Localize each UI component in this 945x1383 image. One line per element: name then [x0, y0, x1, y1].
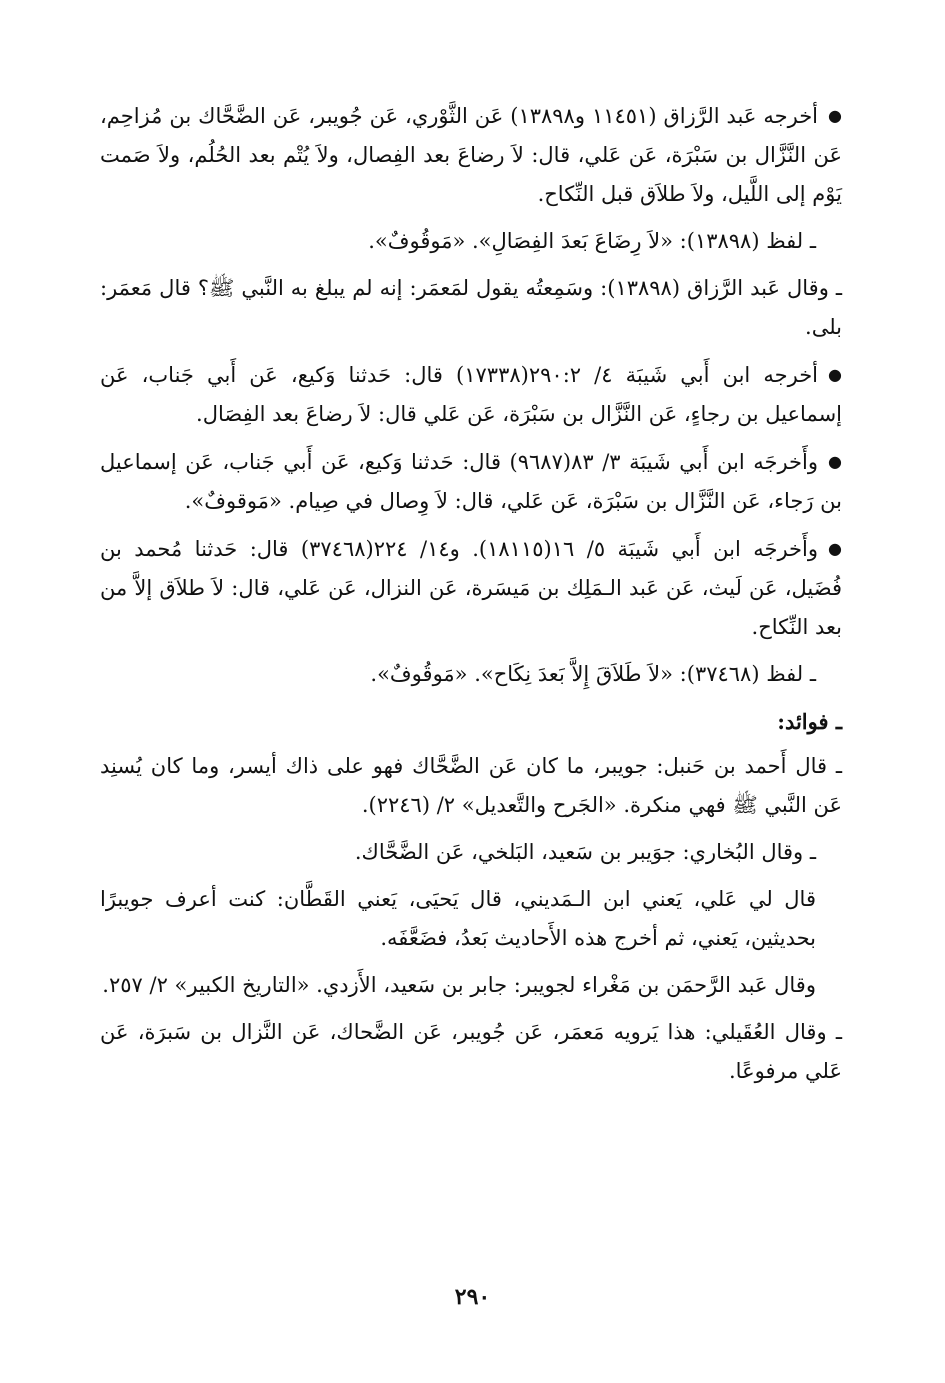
note-text: ـ وقال العُقَيلي: هذا يَرويه مَعمَر، عَن جُويبر، عَن الضَّحاك، عَن النَّزال بن سَبرَة، عَن عَلي مرفوعًا. — [100, 1020, 842, 1083]
bullet-icon: ● — [828, 452, 842, 471]
paragraph-text: ـ لفظ (١٣٨٩٨): «لاَ رِضَاعَ بَعدَ الفِصَالِ». «مَوقُوفٌ». — [368, 229, 816, 253]
hadith-paragraph-6 — [100, 529, 842, 647]
hadith-paragraph-2 — [100, 222, 842, 261]
hadith-paragraph-4 — [100, 355, 842, 434]
note-text: قال لي عَلي، يَعني ابن الـمَديني، قال يَحيَى، يَعني القَطَّان: كنت أعرف جويبرًا بحديثين، يَعني، ثم أخرج هذه الأَحاديث بَعدُ، فضَعَّفَه. — [100, 887, 816, 950]
paragraph-text: وأَخرجَه ابن أَبي شَيبَة ٣/ ٨٣(٩٦٨٧) قال: حَدثنا وَكيع، عَن أَبي جَناب، عَن إسماعيل بن رَجاء، عَن النَّزَّال بن سَبْرَة، عَن عَلي، قال: لاَ وِصال في صِيام. «مَوقوفٌ». — [100, 450, 842, 513]
hadith-paragraph-7 — [100, 655, 842, 694]
paragraph-text: وأَخرجَه ابن أَبي شَيبَة ٥/ ١٦(١٨١١٥). و١٤/ ٢٢٤(٣٧٤٦٨) قال: حَدثنا مُحمد بن فُضَيل، عَن لَيث، عَن عَبد الـمَلِك بن مَيسَرة، عَن النزال، عَن عَلي، قال: لاَ طلاَق إلاَّ من بعد النِّكاح. — [100, 537, 842, 639]
note-text: ـ قال أَحمد بن حَنبل: جويبر، ما كان عَن الضَّحَّاك فهو على ذاك أيسر، وما كان يُسنِد عَن النَّبي ﷺ فهي منكرة. «الجَرح والتَّعديل» ٢/ (٢٢٤٦). — [100, 754, 842, 817]
bullet-icon: ● — [828, 365, 842, 384]
note-paragraph-2 — [100, 833, 842, 872]
note-paragraph-3 — [100, 880, 842, 958]
note-paragraph-1 — [100, 747, 842, 825]
note-paragraph-5 — [100, 1013, 842, 1091]
hadith-paragraph-1 — [100, 96, 842, 214]
page-body — [100, 96, 842, 1099]
section-heading: ـ فوائد: — [777, 709, 842, 734]
hadith-paragraph-3 — [100, 269, 842, 347]
hadith-paragraph-5 — [100, 442, 842, 521]
bullet-icon: ● — [828, 539, 842, 558]
note-text: وقال عَبد الرَّحمَن بن مَغْراء لجويبر: جابر بن سَعيد، الأَزدي. «التاريخ الكبير» ٢/ ٢٥٧. — [102, 973, 816, 997]
note-text: ـ وقال البُخاري: جوَيبر بن سَعيد، البَلخي، عَن الضَّحَّاك. — [354, 840, 816, 864]
paragraph-text: أخرجه ابن أَبي شَيبَة ٤/ ٢٩٠:٢(١٧٣٣٨) قال: حَدثنا وَكيع، عَن أَبي جَناب، عَن إسماعيل بن رجاءٍ، عَن النَّزَّال بن سَبْرَة، عَن عَلي قال: لاَ رضاعَ بعد الفِصَال. — [100, 363, 842, 426]
paragraph-text: أخرجه عَبد الرَّزاق (١١٤٥١ و١٣٨٩٨) عَن الثَّوْري، عَن جُويبر، عَن الضَّحَّاك بن مُزاحِم، عَن النَّزَّال بن سَبْرَة، عَن عَلي، قال: لاَ رضاعَ بعد الفِصال، ولاَ يُتْم بعد الحُلُم، ولاَ صَمت يَوْم إلى اللَّيل، ولاَ طلاَق قبل النِّكاح. — [100, 104, 842, 206]
page-number: ٢٩٠ — [454, 1284, 491, 1310]
paragraph-text: ـ لفظ (٣٧٤٦٨): «لاَ طَلاَقَ إِلاَّ بَعدَ نِكَاح». «مَوقُوفٌ». — [370, 662, 816, 686]
paragraph-text: ـ وقال عَبد الرَّزاق (١٣٨٩٨): وسَمِعتُه يقول لمَعمَر: إنه لم يبلغ به النَّبي ﷺ؟ قال مَعمَر: بلى. — [100, 276, 842, 339]
bullet-icon: ● — [828, 106, 842, 125]
note-paragraph-4 — [100, 966, 842, 1005]
